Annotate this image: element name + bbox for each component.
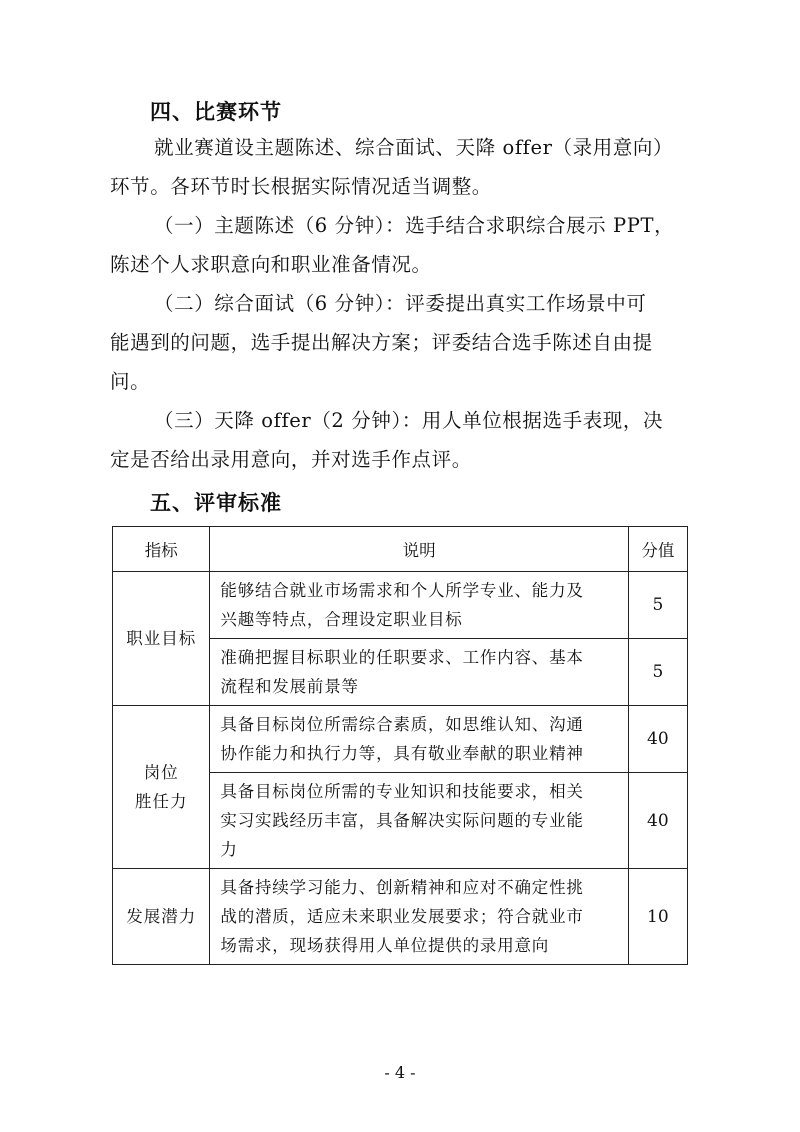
intro-line: 环节。各环节时长根据实际情况适当调整。	[110, 175, 492, 198]
section-heading-5: 五、评审标准	[150, 491, 282, 515]
description-line: 实习实践经历丰富，具备解决实际问题的专业能	[220, 811, 584, 830]
score-cell: 40	[628, 706, 687, 773]
table-row	[113, 706, 688, 773]
score-cell: 5	[628, 572, 687, 639]
indicator-label: 职业目标	[126, 629, 197, 648]
description-line: 流程和发展前景等	[220, 677, 359, 696]
score-cell: 5	[628, 639, 687, 706]
indicator-cell	[113, 869, 210, 965]
header-description: 说明	[210, 527, 628, 572]
section4-item-2	[110, 284, 690, 401]
score-cell: 40	[628, 773, 687, 869]
item-line: （一）主题陈述（6 分钟）：选手结合求职综合展示 PPT，	[154, 214, 675, 237]
item-line: 问。	[110, 370, 151, 393]
header-score: 分值	[628, 527, 687, 572]
table-row	[113, 869, 688, 965]
indicator-label: 发展潜力	[126, 907, 197, 926]
item-line: 陈述个人求职意向和职业准备情况。	[110, 253, 432, 276]
description-cell	[210, 639, 628, 706]
score-cell: 10	[628, 869, 687, 965]
item-line: （二）综合面试（6 分钟）：评委提出真实工作场景中可	[154, 292, 647, 315]
intro-line: 就业赛道设主题陈述、综合面试、天降 offer（录用意向）	[154, 136, 674, 159]
description-cell	[210, 572, 628, 639]
description-line: 协作能力和执行力等，具有敬业奉献的职业精神	[220, 744, 584, 763]
description-line: 具备目标岗位所需综合素质，如思维认知、沟通	[220, 715, 584, 734]
indicator-cell	[113, 572, 210, 706]
description-cell	[210, 869, 628, 965]
indicator-label: 胜任力	[134, 792, 188, 811]
table-header-row	[113, 527, 688, 572]
item-line: 能遇到的问题，选手提出解决方案；评委结合选手陈述自由提	[110, 331, 653, 354]
description-line: 兴趣等特点，合理设定职业目标	[220, 610, 463, 629]
description-line: 战的潜质，适应未来职业发展要求；符合就业市	[220, 907, 584, 926]
table-row	[113, 572, 688, 639]
criteria-table	[112, 526, 688, 965]
indicator-label: 岗位	[143, 763, 179, 782]
description-line: 具备持续学习能力、创新精神和应对不确定性挑	[220, 878, 584, 897]
description-cell	[210, 706, 628, 773]
description-cell	[210, 773, 628, 869]
description-line: 能够结合就业市场需求和个人所学专业、能力及	[220, 581, 584, 600]
section4-item-3	[110, 401, 690, 479]
item-line: 定是否给出录用意向，并对选手作点评。	[110, 448, 472, 471]
description-line: 准确把握目标职业的任职要求、工作内容、基本	[220, 648, 584, 667]
header-indicator: 指标	[113, 527, 210, 572]
section4-item-1	[110, 206, 690, 284]
section4-intro	[110, 128, 690, 206]
description-line: 力	[220, 840, 238, 859]
description-line: 具备目标岗位所需的专业知识和技能要求，相关	[220, 782, 584, 801]
indicator-cell	[113, 706, 210, 869]
item-line: （三）天降 offer（2 分钟）：用人单位根据选手表现，决	[154, 409, 664, 432]
page-number: - 4 -	[384, 1063, 416, 1082]
description-line: 场需求，现场获得用人单位提供的录用意向	[220, 936, 550, 955]
section-heading-4: 四、比赛环节	[150, 100, 282, 124]
